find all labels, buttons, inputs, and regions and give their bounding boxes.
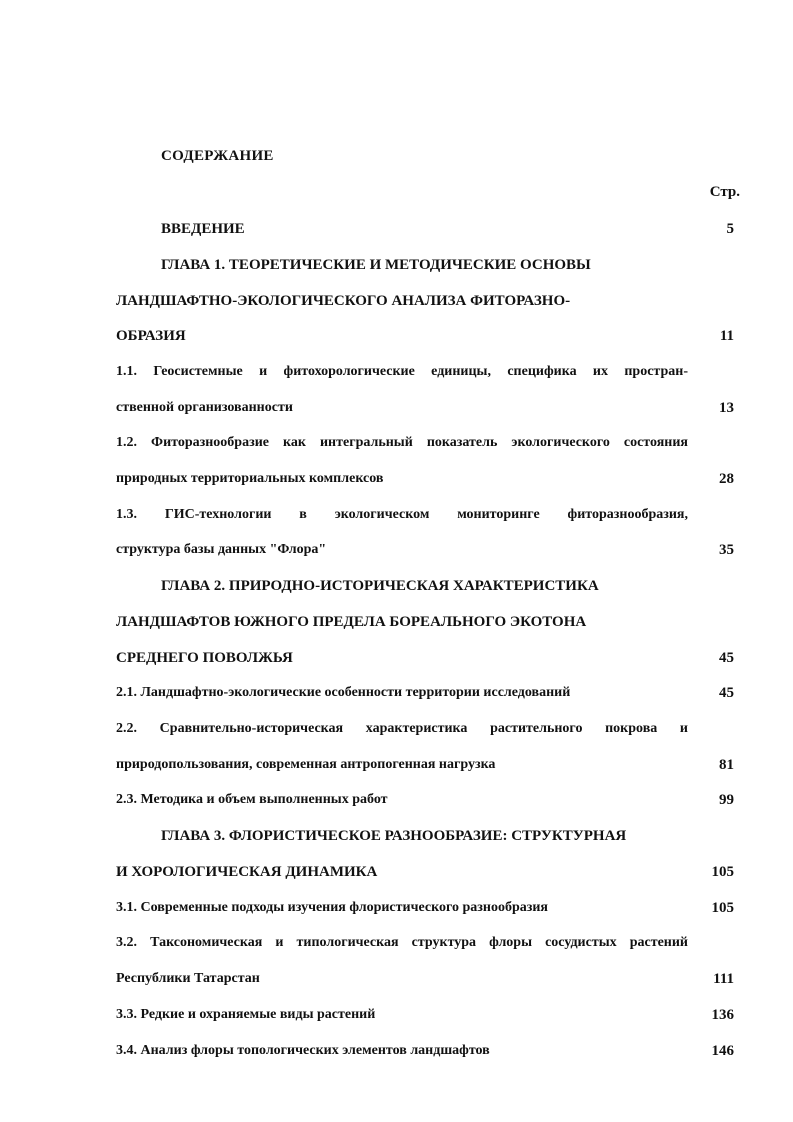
toc-entry-section-2-2-cont: природопользования, современная антропогенная нагрузка <box>116 757 496 772</box>
toc-heading: СОДЕРЖАНИЕ <box>161 148 274 164</box>
toc-entry-chapter-2-cont: ЛАНДШАФТОВ ЮЖНОГО ПРЕДЕЛА БОРЕАЛЬНОГО ЭКОТОНА <box>116 614 587 630</box>
toc-page-number: 111 <box>713 971 734 987</box>
toc-entry-section-3-1: 3.1. Современные подходы изучения флористического разнообразия <box>116 900 549 915</box>
toc-entry-chapter-1-cont: ОБРАЗИЯ <box>116 328 186 344</box>
toc-page-number: 45 <box>719 685 734 701</box>
toc-entry-section-1-3: 1.3. ГИС-технологии в экологическом мониторинге фиторазнообразия, <box>116 507 688 522</box>
toc-entry-section-1-2-cont: природных территориальных комплексов <box>116 471 384 486</box>
toc-entry-section-3-2: 3.2. Таксономическая и типологическая структура флоры сосудистых растений <box>116 935 688 950</box>
toc-entry-section-1-3-cont: структура базы данных "Флора" <box>116 542 327 557</box>
toc-entry-section-2-2: 2.2. Сравнительно-историческая характеристика растительного покрова и <box>116 721 688 736</box>
toc-page-number: 28 <box>719 471 734 487</box>
toc-entry-section-2-1: 2.1. Ландшафтно-экологические особенности территории исследований <box>116 685 571 700</box>
toc-entry-introduction: ВВЕДЕНИЕ <box>161 221 245 237</box>
toc-page-number: 136 <box>711 1007 734 1023</box>
toc-entry-chapter-2: ГЛАВА 2. ПРИРОДНО-ИСТОРИЧЕСКАЯ ХАРАКТЕРИСТИКА <box>161 578 599 594</box>
toc-entry-section-1-1-cont: ственной организованности <box>116 400 293 415</box>
toc-page-number: 13 <box>719 400 734 416</box>
page-column-label: Стр. <box>709 184 740 200</box>
toc-page-number: 35 <box>719 542 734 558</box>
toc-page-number: 45 <box>719 650 734 666</box>
toc-page-number: 99 <box>719 792 734 808</box>
toc-entry-section-3-2-cont: Республики Татарстан <box>116 971 260 986</box>
toc-entry-section-1-2: 1.2. Фиторазнообразие как интегральный показатель экологического состояния <box>116 435 688 450</box>
toc-page-number: 5 <box>726 221 734 237</box>
toc-entry-chapter-3-cont: И ХОРОЛОГИЧЕСКАЯ ДИНАМИКА <box>116 864 378 880</box>
toc-page-number: 81 <box>719 757 734 773</box>
toc-entry-section-1-1: 1.1. Геосистемные и фитохорологические единицы, специфика их простран- <box>116 364 688 379</box>
toc-page-number: 105 <box>711 864 734 880</box>
toc-page-number: 11 <box>719 328 734 344</box>
toc-entry-chapter-1: ГЛАВА 1. ТЕОРЕТИЧЕСКИЕ И МЕТОДИЧЕСКИЕ ОСНОВЫ <box>161 257 591 273</box>
toc-page-number: 105 <box>711 900 734 916</box>
toc-page-number: 146 <box>711 1043 734 1059</box>
toc-entry-section-2-3: 2.3. Методика и объем выполненных работ <box>116 792 388 807</box>
toc-entry-chapter-1-cont: ЛАНДШАФТНО-ЭКОЛОГИЧЕСКОГО АНАЛИЗА ФИТОРАЗНО- <box>116 293 571 309</box>
toc-entry-section-3-3: 3.3. Редкие и охраняемые виды растений <box>116 1007 376 1022</box>
toc-entry-chapter-2-cont: СРЕДНЕГО ПОВОЛЖЬЯ <box>116 650 293 666</box>
toc-entry-chapter-3: ГЛАВА 3. ФЛОРИСТИЧЕСКОЕ РАЗНООБРАЗИЕ: СТРУКТУРНАЯ <box>161 828 627 844</box>
toc-entry-section-3-4: 3.4. Анализ флоры топологических элементов ландшафтов <box>116 1043 490 1058</box>
